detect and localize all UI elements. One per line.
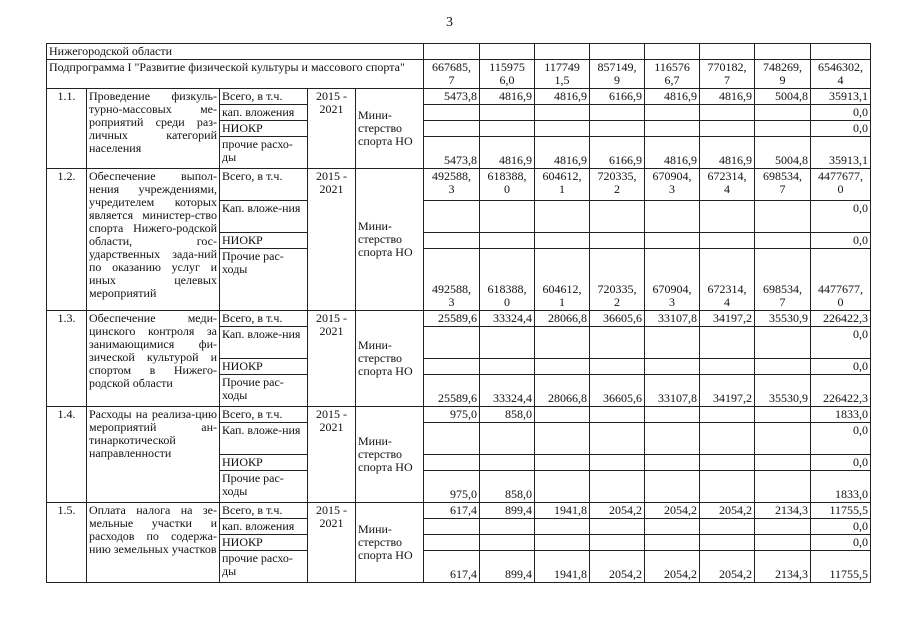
value-cell: 618388, 0 <box>480 249 535 311</box>
value-cell: 11755,5 <box>811 551 871 583</box>
expense-type: кап. вложения <box>220 519 308 535</box>
subprogram-value: 770182, 7 <box>700 60 755 89</box>
value-cell: 492588, 3 <box>424 249 480 311</box>
subprogram-cell: Подпрограмма I "Развитие физической культуры и массового спорта" <box>47 60 424 89</box>
row-number: 1.2. <box>47 169 87 311</box>
value-cell <box>700 519 755 535</box>
value-cell <box>645 359 700 375</box>
value-cell <box>755 423 811 455</box>
period: 2015 - 2021 <box>308 311 356 407</box>
value-cell: 617,4 <box>424 503 480 519</box>
value-cell: 672314, 4 <box>700 249 755 311</box>
value-cell <box>645 121 700 137</box>
value-cell <box>755 535 811 551</box>
value-cell: 4477677, 0 <box>811 249 871 311</box>
row-description: Расходы на реализа-цию мероприятий ан-тинаркотической направленности <box>87 407 220 503</box>
value-cell <box>535 407 590 423</box>
value-cell <box>590 105 645 121</box>
value-cell <box>590 201 645 233</box>
value-cell: 25589,6 <box>424 311 480 327</box>
value-cell: 5473,8 <box>424 89 480 105</box>
value-cell <box>645 233 700 249</box>
value-cell <box>480 233 535 249</box>
value-cell <box>645 327 700 359</box>
value-cell: 0,0 <box>811 535 871 551</box>
value-cell: 226422,3 <box>811 311 871 327</box>
value-cell: 858,0 <box>480 407 535 423</box>
value-cell <box>424 327 480 359</box>
row-number: 1.4. <box>47 407 87 503</box>
value-cell: 2054,2 <box>645 503 700 519</box>
value-cell: 975,0 <box>424 407 480 423</box>
value-cell: 33107,8 <box>645 375 700 407</box>
value-cell: 6166,9 <box>590 137 645 169</box>
period: 2015 - 2021 <box>308 503 356 583</box>
value-cell: 899,4 <box>480 503 535 519</box>
value-cell <box>535 201 590 233</box>
expense-type: НИОКР <box>220 359 308 375</box>
subprogram-value: 116576 6,7 <box>645 60 700 89</box>
value-cell <box>590 455 645 471</box>
value-cell <box>535 121 590 137</box>
region-row <box>47 44 871 60</box>
value-cell <box>645 519 700 535</box>
value-cell: 36605,6 <box>590 375 645 407</box>
value-cell <box>535 455 590 471</box>
value-cell: 226422,3 <box>811 375 871 407</box>
value-cell: 2054,2 <box>700 503 755 519</box>
value-cell <box>700 455 755 471</box>
value-cell <box>700 327 755 359</box>
row-description: Обеспечение выпол-нения учреждениями, учредителем которых является министер-ство спорта Нижего-родской области, гос-ударственных зада-ний по оказанию услуг и иных целевых мероприятий <box>87 169 220 311</box>
value-cell <box>755 359 811 375</box>
value-cell: 28066,8 <box>535 375 590 407</box>
value-cell: 33107,8 <box>645 311 700 327</box>
value-cell: 2054,2 <box>700 551 755 583</box>
value-cell: 858,0 <box>480 471 535 503</box>
value-cell <box>424 359 480 375</box>
value-cell: 672314, 4 <box>700 169 755 201</box>
value-cell: 2054,2 <box>590 503 645 519</box>
value-cell: 5004,8 <box>755 89 811 105</box>
value-cell: 4816,9 <box>480 89 535 105</box>
row-number: 1.3. <box>47 311 87 407</box>
value-cell: 0,0 <box>811 359 871 375</box>
value-cell <box>590 423 645 455</box>
value-cell: 492588, 3 <box>424 169 480 201</box>
value-cell <box>700 121 755 137</box>
subprogram-value: 6546302, 4 <box>811 60 871 89</box>
value-cell <box>755 407 811 423</box>
value-cell <box>424 105 480 121</box>
value-cell: 5004,8 <box>755 137 811 169</box>
value-cell: 2134,3 <box>755 551 811 583</box>
value-cell: 0,0 <box>811 455 871 471</box>
value-cell <box>480 201 535 233</box>
value-cell: 4816,9 <box>535 137 590 169</box>
value-cell <box>535 359 590 375</box>
value-cell <box>424 455 480 471</box>
value-cell: 4816,9 <box>480 137 535 169</box>
value-cell: 11755,5 <box>811 503 871 519</box>
value-cell: 0,0 <box>811 121 871 137</box>
value-cell <box>535 327 590 359</box>
subprogram-value: 748269, 9 <box>755 60 811 89</box>
value-cell <box>700 105 755 121</box>
value-cell: 0,0 <box>811 233 871 249</box>
value-cell <box>645 471 700 503</box>
subprogram-row <box>47 60 871 89</box>
value-cell <box>755 327 811 359</box>
expense-type: НИОКР <box>220 455 308 471</box>
value-cell <box>480 121 535 137</box>
value-cell: 1833,0 <box>811 471 871 503</box>
value-cell <box>424 233 480 249</box>
value-cell: 33324,4 <box>480 311 535 327</box>
value-cell: 2134,3 <box>755 503 811 519</box>
value-cell <box>424 201 480 233</box>
value-cell <box>535 233 590 249</box>
value-cell <box>480 105 535 121</box>
value-cell: 5473,8 <box>424 137 480 169</box>
table-row <box>47 89 871 105</box>
value-cell: 0,0 <box>811 105 871 121</box>
value-cell: 0,0 <box>811 201 871 233</box>
value-cell <box>480 455 535 471</box>
value-cell: 4816,9 <box>645 137 700 169</box>
value-cell <box>645 455 700 471</box>
executor: Мини-стерство спорта НО <box>356 407 424 503</box>
value-cell <box>590 327 645 359</box>
value-cell: 6166,9 <box>590 89 645 105</box>
value-cell <box>535 519 590 535</box>
value-cell <box>755 233 811 249</box>
value-cell <box>590 519 645 535</box>
expense-type: Всего, в т.ч. <box>220 169 308 201</box>
page-number: 3 <box>446 15 453 30</box>
expense-type: Всего, в т.ч. <box>220 407 308 423</box>
table-row <box>47 169 871 201</box>
row-number: 1.1. <box>47 89 87 169</box>
value-cell <box>645 423 700 455</box>
value-cell <box>590 407 645 423</box>
subprogram-value: 115975 6,0 <box>480 60 535 89</box>
value-cell <box>424 519 480 535</box>
value-cell <box>755 471 811 503</box>
value-cell: 698534, 7 <box>755 169 811 201</box>
value-cell <box>480 327 535 359</box>
table-body <box>47 44 871 583</box>
value-cell <box>590 121 645 137</box>
value-cell <box>755 519 811 535</box>
value-cell <box>424 423 480 455</box>
value-cell: 617,4 <box>424 551 480 583</box>
region-cell: Нижегородской области <box>47 44 424 60</box>
value-cell: 0,0 <box>811 327 871 359</box>
value-cell <box>755 105 811 121</box>
expense-type: НИОКР <box>220 535 308 551</box>
value-cell: 4816,9 <box>535 89 590 105</box>
value-cell <box>480 423 535 455</box>
value-cell <box>590 535 645 551</box>
value-cell <box>535 105 590 121</box>
value-cell: 33324,4 <box>480 375 535 407</box>
value-cell: 0,0 <box>811 423 871 455</box>
value-cell: 975,0 <box>424 471 480 503</box>
value-cell: 618388, 0 <box>480 169 535 201</box>
value-cell: 35530,9 <box>755 311 811 327</box>
budget-table <box>46 43 871 583</box>
value-cell <box>700 407 755 423</box>
executor: Мини-стерство спорта НО <box>356 89 424 169</box>
value-cell: 4816,9 <box>700 137 755 169</box>
expense-type: Кап. вложе-ния <box>220 423 308 455</box>
value-cell: 34197,2 <box>700 311 755 327</box>
value-cell <box>535 423 590 455</box>
value-cell <box>700 359 755 375</box>
value-cell: 36605,6 <box>590 311 645 327</box>
value-cell: 35913,1 <box>811 137 871 169</box>
expense-type: прочие расхо-ды <box>220 137 308 169</box>
value-cell <box>755 455 811 471</box>
value-cell: 25589,6 <box>424 375 480 407</box>
value-cell: 2054,2 <box>590 551 645 583</box>
value-cell: 2054,2 <box>645 551 700 583</box>
executor: Мини-стерство спорта НО <box>356 169 424 311</box>
period: 2015 - 2021 <box>308 169 356 311</box>
expense-type: Прочие рас-ходы <box>220 249 308 311</box>
expense-type: Всего, в т.ч. <box>220 503 308 519</box>
value-cell <box>755 201 811 233</box>
value-cell <box>480 535 535 551</box>
row-description: Обеспечение меди-цинского контроля за занимающимися фи-зической культурой и спортом в Нижего-родской области <box>87 311 220 407</box>
value-cell <box>590 471 645 503</box>
value-cell: 1941,8 <box>535 551 590 583</box>
value-cell <box>645 201 700 233</box>
expense-type: Прочие рас-ходы <box>220 471 308 503</box>
value-cell <box>424 121 480 137</box>
period: 2015 - 2021 <box>308 407 356 503</box>
value-cell: 35913,1 <box>811 89 871 105</box>
value-cell: 720335, 2 <box>590 169 645 201</box>
value-cell <box>700 201 755 233</box>
value-cell: 4816,9 <box>645 89 700 105</box>
expense-type: Прочие рас-ходы <box>220 375 308 407</box>
value-cell <box>480 519 535 535</box>
value-cell: 670904, 3 <box>645 169 700 201</box>
value-cell <box>645 407 700 423</box>
expense-type: прочие расхо-ды <box>220 551 308 583</box>
value-cell: 1833,0 <box>811 407 871 423</box>
expense-type: Кап. вложе-ния <box>220 327 308 359</box>
table-row <box>47 407 871 423</box>
value-cell: 34197,2 <box>700 375 755 407</box>
period: 2015 - 2021 <box>308 89 356 169</box>
value-cell <box>645 535 700 551</box>
table-row <box>47 503 871 519</box>
row-description: Проведение физкуль-турно-массовых ме-роприятий среди раз-личных категорий населения <box>87 89 220 169</box>
value-cell: 4816,9 <box>700 89 755 105</box>
value-cell: 670904, 3 <box>645 249 700 311</box>
expense-type: НИОКР <box>220 121 308 137</box>
value-cell: 720335, 2 <box>590 249 645 311</box>
subprogram-value: 117749 1,5 <box>535 60 590 89</box>
value-cell: 899,4 <box>480 551 535 583</box>
value-cell: 28066,8 <box>535 311 590 327</box>
row-description: Оплата налога на зе-мельные участки и расходов по содержа-нию земельных участков <box>87 503 220 583</box>
value-cell <box>700 535 755 551</box>
expense-type: Всего, в т.ч. <box>220 89 308 105</box>
value-cell <box>590 233 645 249</box>
value-cell: 698534, 7 <box>755 249 811 311</box>
value-cell: 604612, 1 <box>535 249 590 311</box>
executor: Мини-стерство спорта НО <box>356 311 424 407</box>
value-cell <box>590 359 645 375</box>
value-cell <box>535 471 590 503</box>
subprogram-value: 667685, 7 <box>424 60 480 89</box>
value-cell <box>645 105 700 121</box>
value-cell <box>535 535 590 551</box>
executor: Мини-стерство спорта НО <box>356 503 424 583</box>
row-number: 1.5. <box>47 503 87 583</box>
value-cell: 604612, 1 <box>535 169 590 201</box>
value-cell <box>700 423 755 455</box>
value-cell <box>480 359 535 375</box>
value-cell <box>700 233 755 249</box>
value-cell: 35530,9 <box>755 375 811 407</box>
expense-type: кап. вложения <box>220 105 308 121</box>
value-cell <box>700 471 755 503</box>
expense-type: Кап. вложе-ния <box>220 201 308 233</box>
value-cell: 0,0 <box>811 519 871 535</box>
expense-type: НИОКР <box>220 233 308 249</box>
expense-type: Всего, в т.ч. <box>220 311 308 327</box>
value-cell <box>424 535 480 551</box>
value-cell: 1941,8 <box>535 503 590 519</box>
table-row <box>47 311 871 327</box>
value-cell: 4477677, 0 <box>811 169 871 201</box>
value-cell <box>755 121 811 137</box>
subprogram-value: 857149, 9 <box>590 60 645 89</box>
